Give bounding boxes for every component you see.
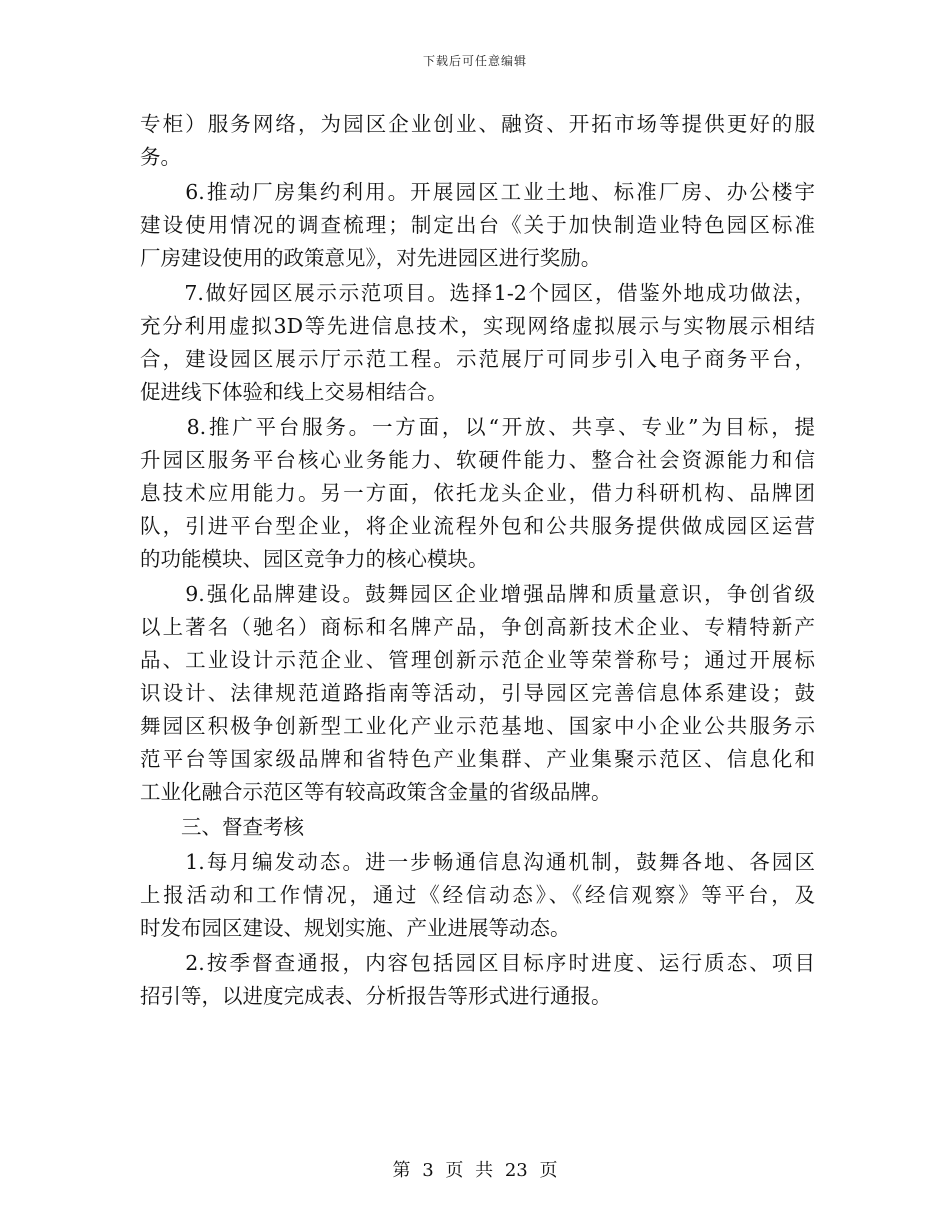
- text-line: 时发布园区建设、规划实施、产业进展等动态。: [140, 916, 571, 940]
- text-line: 品、工业设计示范企业、管理创新示范企业等荣誉称号；通过开展标: [140, 648, 815, 672]
- text-line: 9.强化品牌建设。鼓舞园区企业增强品牌和质量意识，争创省级: [140, 582, 815, 606]
- paragraph: [140, 277, 815, 409]
- text-line: 1.每月编发动态。进一步畅通信息沟通机制，鼓舞各地、各园区: [140, 850, 815, 874]
- text-line: 范平台等国家级品牌和省特色产业集群、产业集聚示范区、信息化和: [140, 747, 815, 771]
- text-line: 7.做好园区展示示范项目。选择1-2个园区，借鉴外地成功做法，: [140, 281, 815, 305]
- document-body: [140, 108, 815, 1015]
- paragraph: [140, 411, 815, 576]
- text-line: 6.推动厂房集约利用。开展园区工业土地、标准厂房、办公楼宇: [140, 180, 815, 204]
- text-line: 2.按季督查通报，内容包括园区目标序时进度、运行质态、项目: [140, 951, 815, 975]
- text-line: 以上著名（驰名）商标和名牌产品，争创高新技术企业、专精特新产: [140, 615, 815, 639]
- paragraph: [140, 846, 815, 945]
- paragraph: [140, 947, 815, 1013]
- text-line: 促进线下体验和线上交易相结合。: [140, 380, 448, 404]
- text-line: 上报活动和工作情况，通过《经信动态》、《经信观察》等平台，及: [140, 883, 815, 907]
- text-line: 充分利用虚拟3D等先进信息技术，实现网络虚拟展示与实物展示相结: [140, 314, 815, 338]
- text-line: 专柜）服务网络，为园区企业创业、融资、开拓市场等提供更好的服: [140, 112, 815, 136]
- text-line: 工业化融合示范区等有较高政策含金量的省级品牌。: [140, 780, 612, 804]
- text-line: 队，引进平台型企业，将企业流程外包和公共服务提供做成园区运营: [140, 514, 815, 538]
- text-line: 的功能模块、园区竞争力的核心模块。: [140, 547, 489, 571]
- text-line: 招引等，以进度完成表、分析报告等形式进行通报。: [140, 984, 612, 1008]
- page-header: 下载后可任意编辑: [422, 54, 527, 68]
- text-line: 务。: [140, 145, 181, 169]
- text-line: 息技术应用能力。另一方面，依托龙头企业，借力科研机构、品牌团: [140, 481, 815, 505]
- text-line: 三、督查考核: [140, 815, 304, 839]
- paragraph: [140, 811, 815, 844]
- text-line: 合，建设园区展示厅示范工程。示范展厅可同步引入电子商务平台，: [140, 347, 815, 371]
- text-line: 厂房建设使用的政策意见》，对先进园区进行奖励。: [140, 246, 602, 270]
- text-line: 升园区服务平台核心业务能力、软硬件能力、整合社会资源能力和信: [140, 448, 815, 472]
- text-line: 8.推广平台服务。一方面，以“开放、共享、专业”为目标，提: [140, 415, 815, 439]
- text-line: 建设使用情况的调查梳理；制定出台《关于加快制造业特色园区标准: [140, 213, 815, 237]
- page-footer: 第 3 页 共 23 页: [392, 1160, 558, 1181]
- paragraph: [140, 176, 815, 275]
- text-line: 识设计、法律规范道路指南等活动，引导园区完善信息体系建设；鼓: [140, 681, 815, 705]
- paragraph: [140, 578, 815, 809]
- text-line: 舞园区积极争创新型工业化产业示范基地、国家中小企业公共服务示: [140, 714, 815, 738]
- paragraph: [140, 108, 815, 174]
